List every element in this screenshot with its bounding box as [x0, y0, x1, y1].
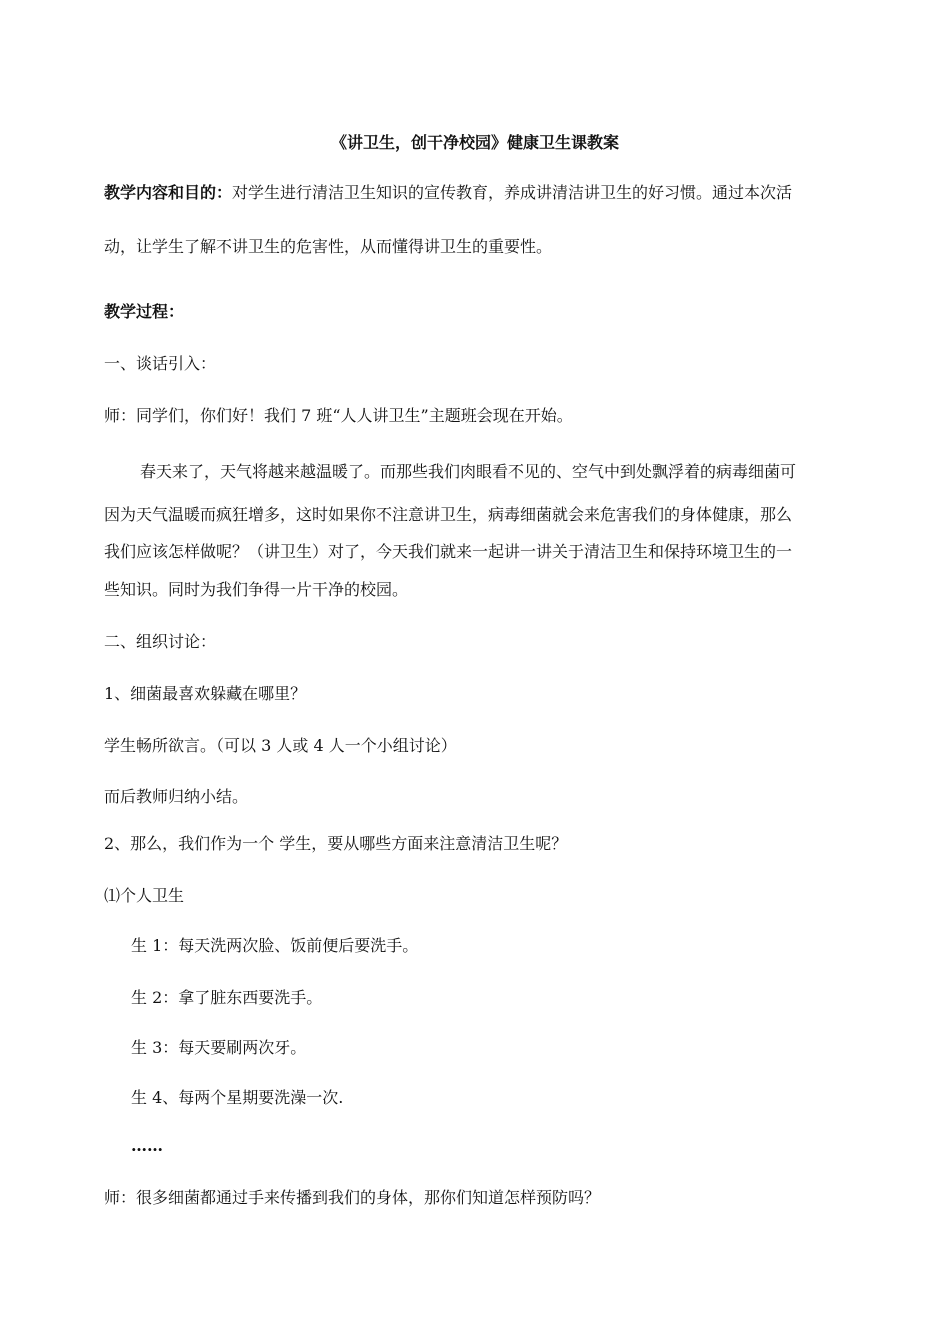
document-title: 《讲卫生，创干净校园》健康卫生课教案 [330, 133, 619, 152]
student-answer: 生 3：每天要刷两次牙。 [131, 1038, 307, 1057]
paragraph-line: 我们应该怎样做呢？（讲卫生）对了，今天我们就来一起讲一讲关于清洁卫生和保持环境卫生的一 [104, 542, 793, 561]
students-discussion: 学生畅所欲言。（可以 3 人或 4 人一个小组讨论） [104, 736, 457, 755]
section-heading-1: 一、谈话引入： [104, 354, 217, 373]
student-answer: 生 2：拿了脏东西要洗手。 [131, 988, 323, 1007]
objective-line-2: 动，让学生了解不讲卫生的危害性，从而懂得讲卫生的重要性。 [104, 237, 553, 256]
paragraph-line: 春天来了，天气将越来越温暖了。而那些我们肉眼看不见的、空气中到处飘浮着的病毒细菌可 [140, 462, 797, 481]
teacher-summary: 而后教师归纳小结。 [104, 787, 249, 806]
objective-text: 对学生进行清洁卫生知识的宣传教育，养成讲清洁讲卫生的好习惯。通过本次活 [232, 183, 793, 202]
process-heading: 教学过程： [104, 302, 185, 321]
question-2: 2、那么，我们作为一个 学生，要从哪些方面来注意清洁卫生呢？ [104, 834, 568, 853]
question-1: 1、细菌最喜欢躲藏在哪里？ [104, 684, 307, 703]
student-answer: 生 4、每两个星期要洗澡一次. [131, 1088, 344, 1107]
paragraph-line: 些知识。同时为我们争得一片干净的校园。 [104, 580, 409, 599]
objective-label: 教学内容和目的： [104, 183, 233, 202]
teacher-line-2: 师：很多细菌都通过手来传播到我们的身体，那你们知道怎样预防吗？ [104, 1188, 601, 1207]
teacher-line-1: 师：同学们，你们好！我们 7 班“人人讲卫生”主题班会现在开始。 [104, 406, 573, 425]
objective-line-1 [104, 181, 854, 205]
ellipsis: …… [131, 1136, 163, 1155]
section-heading-2: 二、组织讨论： [104, 632, 217, 651]
item-personal-hygiene: ⑴个人卫生 [104, 886, 185, 905]
paragraph-line: 因为天气温暖而疯狂增多，这时如果你不注意讲卫生，病毒细菌就会来危害我们的身体健康，那么 [104, 505, 793, 524]
student-answer: 生 1：每天洗两次脸、饭前便后要洗手。 [131, 936, 419, 955]
